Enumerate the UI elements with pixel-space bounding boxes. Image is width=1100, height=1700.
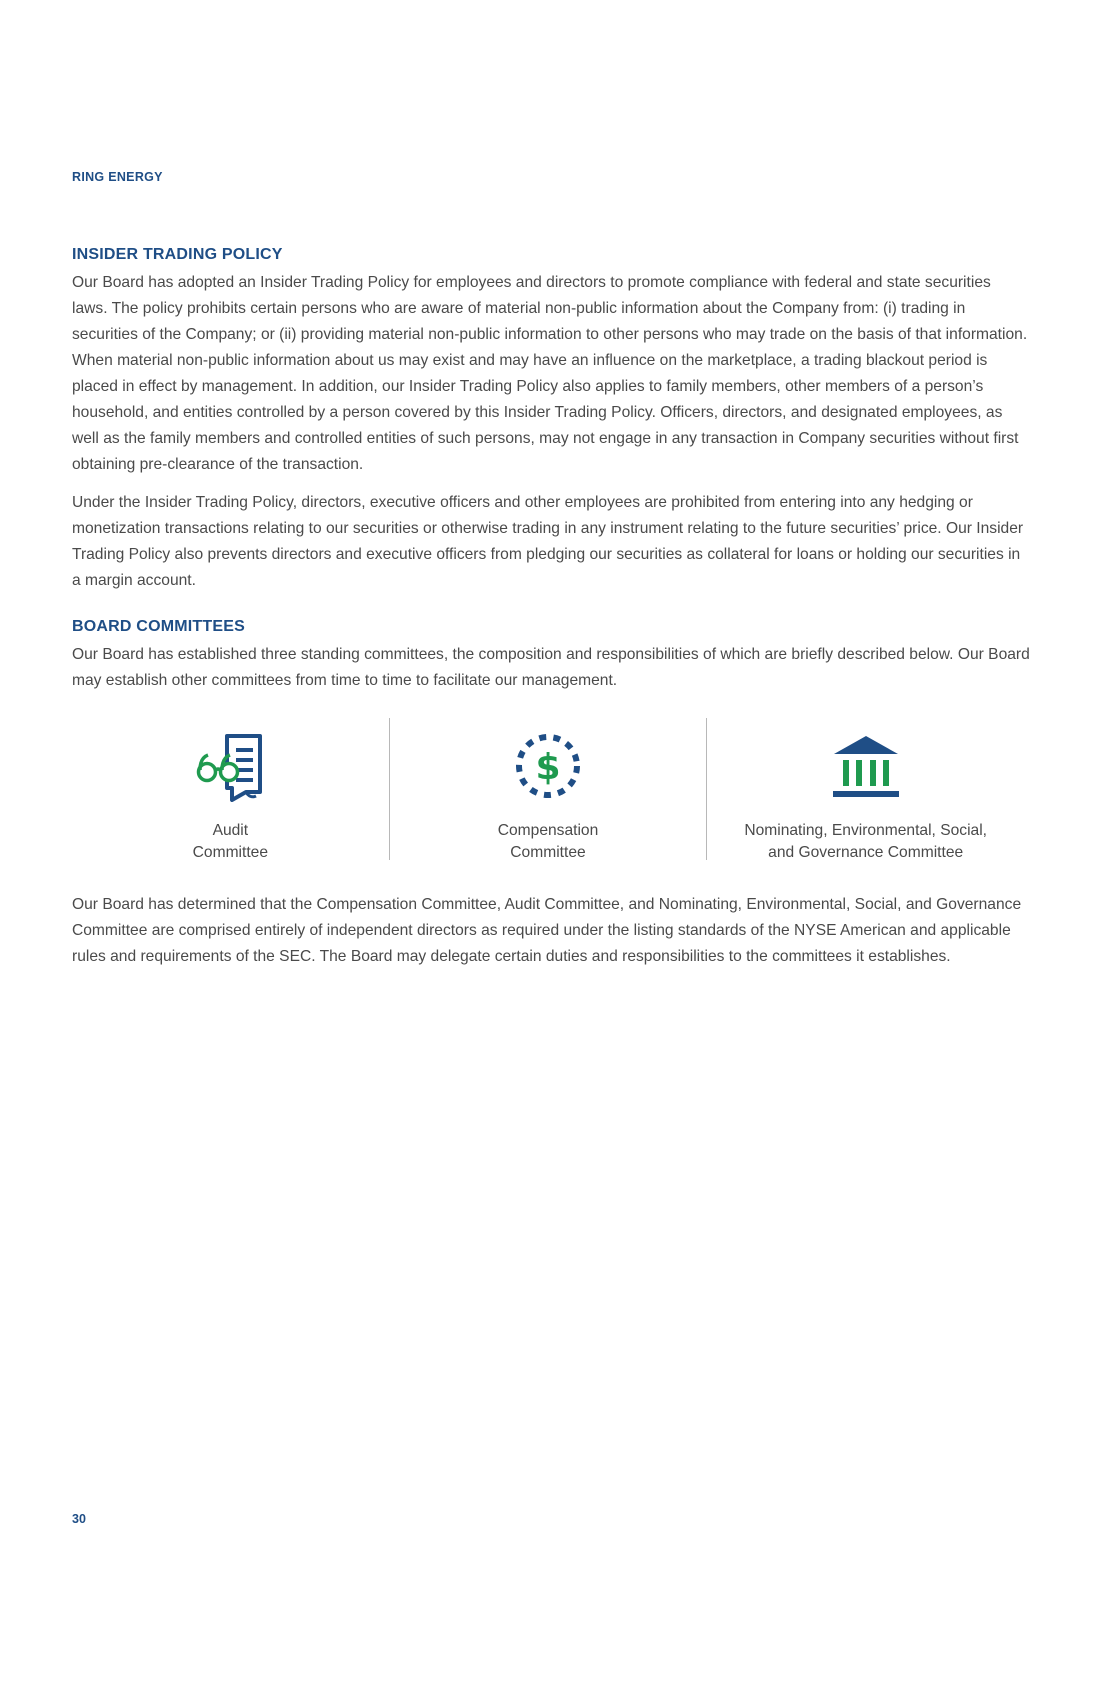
audit-committee-card	[72, 718, 390, 860]
compensation-committee-card	[390, 718, 708, 860]
running-header: RING ENERGY	[72, 170, 163, 184]
compensation-committee-label	[498, 820, 599, 864]
board-committees-closing: Our Board has determined that the Compensation Committee, Audit Committee, and Nominating, Environmental, Social, and Governance Committee are comprised entirely of independent directors as required under the listing standards of the NYSE American and applicable rules and requirements of the SEC. The Board may delegate certain duties and responsibilities to the committees it establishes.	[72, 896, 1022, 965]
glasses-document-icon	[194, 730, 266, 802]
audit-committee-label-line1: Audit	[212, 822, 249, 839]
insider-trading-paragraph-1: Our Board has adopted an Insider Trading Policy for employees and directors to promote compliance with federal and state securities laws. The policy prohibits certain persons who are aware of material non-public information about the Company from: (i) trading in securities of the Company; or (ii) providing material non-public information to other persons who may trade on the basis of that information. When material non-public information about us may exist and may have an influence on the marketplace, a trading blackout period is placed in effect by management. In addition, our Insider Trading Policy also applies to family members, other members of a person’s household, and entities controlled by a person covered by this Insider Trading Policy. Officers, directors, and designated employees, as well as the family members and controlled entities of such persons, may not engage in any transaction in Company securities without first obtaining pre-clearance of the transaction.	[72, 274, 1028, 473]
audit-committee-label-line2: Committee	[192, 844, 269, 861]
insider-trading-heading: INSIDER TRADING POLICY	[72, 246, 283, 263]
compensation-committee-label-line1: Compensation	[497, 822, 599, 839]
nominating-committee-label-line1: Nominating, Environmental, Social,	[744, 822, 988, 839]
nominating-governance-committee-label	[744, 820, 987, 864]
board-committees-intro: Our Board has established three standing committees, the composition and responsibilities of which are briefly described below. Our Board may establish other committees from time to time to facilitate our management.	[72, 646, 1030, 689]
page-content	[72, 246, 1030, 982]
section-spacer	[72, 606, 1030, 618]
government-building-icon	[830, 730, 902, 802]
board-committees-heading: BOARD COMMITTEES	[72, 618, 245, 635]
insider-trading-paragraph-2: Under the Insider Trading Policy, directors, executive officers and other employees are prohibited from entering into any hedging or monetization transactions relating to our securities or otherwise trading in any instrument relating to the future securities’ price. Our Insider Trading Policy also prevents directors and executive officers from pledging our securities as collateral for loans or holding our securities in a margin account.	[72, 494, 1024, 589]
audit-committee-label	[193, 820, 268, 864]
committee-grid	[72, 718, 1024, 860]
nominating-governance-committee-card	[707, 718, 1024, 860]
nominating-committee-label-line2: and Governance Committee	[768, 844, 964, 861]
dollar-coin-icon	[512, 730, 584, 802]
svg-text:$: $	[535, 747, 561, 788]
page-number: 30	[72, 1512, 86, 1526]
document-page	[72, 0, 1030, 1700]
compensation-committee-label-line2: Committee	[510, 844, 586, 861]
